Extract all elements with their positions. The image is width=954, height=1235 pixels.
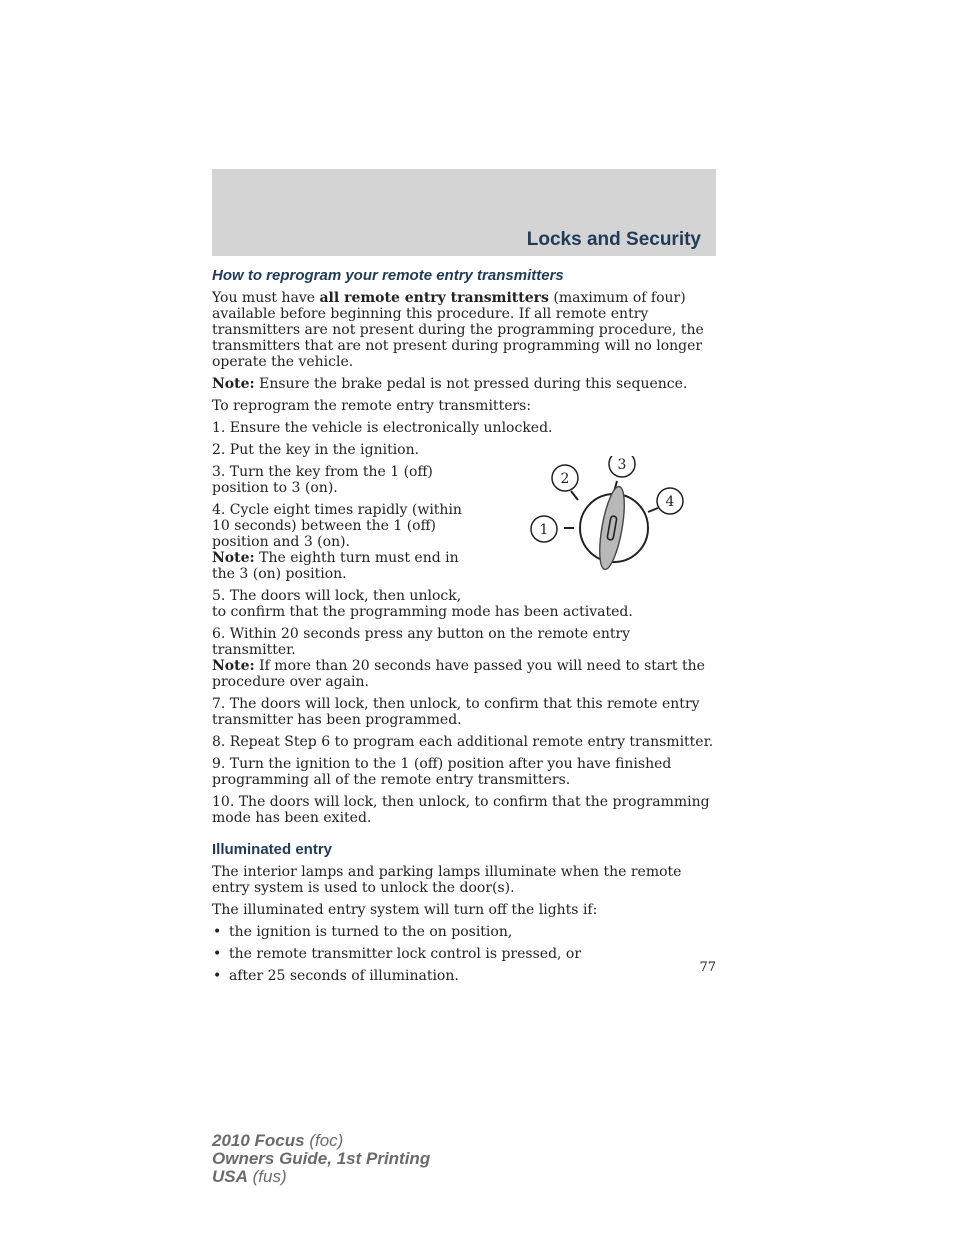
step-4-text: 4. Cycle eight times rapidly (within 10 seconds) between the 1 (off) position and 3 (on). [212, 502, 462, 550]
step-7: 7. The doors will lock, then unlock, to confirm that this remote entry transmitter has been programmed. [212, 696, 700, 728]
lights-off-conditions-list [212, 924, 716, 984]
step-6 [212, 626, 716, 690]
footer-line-model [212, 1132, 430, 1150]
note-brake-pedal [212, 376, 716, 392]
step-5 [212, 588, 716, 620]
step-1: 1. Ensure the vehicle is electronically unlocked. [212, 420, 553, 436]
position-label-2: 2 [560, 471, 570, 487]
footer-model: 2010 Focus [212, 1131, 305, 1150]
intro-text-end: (maximum of four) available before beginning this procedure. If all remote entry transmitters are not present during the programming procedure, the transmitters that are not present during programming will no longer operate the vehicle. [212, 290, 704, 370]
note-text: If more than 20 seconds have passed you will need to start the procedure over again. [212, 658, 705, 690]
illuminated-entry-paragraph-2: The illuminated entry system will turn off the lights if: [212, 902, 598, 918]
step-2: 2. Put the key in the ignition. [212, 442, 420, 458]
footer-line-guide: Owners Guide, 1st Printing [212, 1149, 431, 1168]
footer-line-market [212, 1168, 430, 1186]
position-tick-4 [648, 508, 658, 512]
intro-text-start: You must have [212, 290, 320, 306]
note-label: Note: [212, 376, 255, 392]
illuminated-entry-paragraph-1: The interior lamps and parking lamps illuminate when the remote entry system is used to unlock the door(s). [212, 864, 682, 896]
step-8: 8. Repeat Step 6 to program each additional remote entry transmitter. [212, 734, 714, 750]
footer-market-code: (fus) [247, 1167, 287, 1186]
document-footer [212, 1132, 430, 1186]
position-label-3: 3 [617, 457, 627, 473]
step-5-continued: to confirm that the programming mode has been activated. [212, 604, 633, 620]
intro-emphasis: all remote entry transmitters [319, 290, 549, 306]
page-number: 77 [699, 960, 716, 975]
note-text: Ensure the brake pedal is not pressed during this sequence. [254, 376, 688, 392]
intro-paragraph [212, 290, 716, 370]
ignition-key-diagram [518, 456, 688, 584]
footer-market: USA [212, 1167, 248, 1186]
note-label: Note: [212, 658, 255, 674]
list-item: • after 25 seconds of illumination. [212, 968, 716, 984]
list-item: • the remote transmitter lock control is pressed, or [212, 946, 716, 962]
note-label: Note: [212, 550, 255, 566]
footer-model-code: (foc) [304, 1131, 344, 1150]
ignition-figure-row [212, 457, 716, 620]
step-9: 9. Turn the ignition to the 1 (off) position after you have finished programming all of the remote entry transmitters. [212, 756, 672, 788]
position-label-1: 1 [539, 522, 549, 538]
step-3: 3. Turn the key from the 1 (off) position to 3 (on). [212, 464, 433, 496]
note-text: The eighth turn must end in the 3 (on) position. [212, 550, 459, 582]
position-tick-2 [571, 491, 578, 500]
step-10: 10. The doors will lock, then unlock, to confirm that the programming mode has been exited. [212, 794, 710, 826]
list-item: • the ignition is turned to the on position, [212, 924, 716, 940]
section-heading-illuminated-entry: Illuminated entry [212, 841, 333, 858]
position-label-4: 4 [665, 494, 675, 510]
step-5-text: 5. The doors will lock, then unlock, [212, 588, 462, 604]
step-4 [212, 502, 462, 582]
section-heading-reprogram: How to reprogram your remote entry transmitters [212, 267, 564, 284]
page-content [212, 266, 716, 990]
section-title: Locks and Security [526, 229, 701, 250]
procedure-lead: To reprogram the remote entry transmitters: [212, 398, 532, 414]
section-header-band [212, 169, 716, 256]
step-6-text: 6. Within 20 seconds press any button on the remote entry transmitter. [212, 626, 631, 658]
